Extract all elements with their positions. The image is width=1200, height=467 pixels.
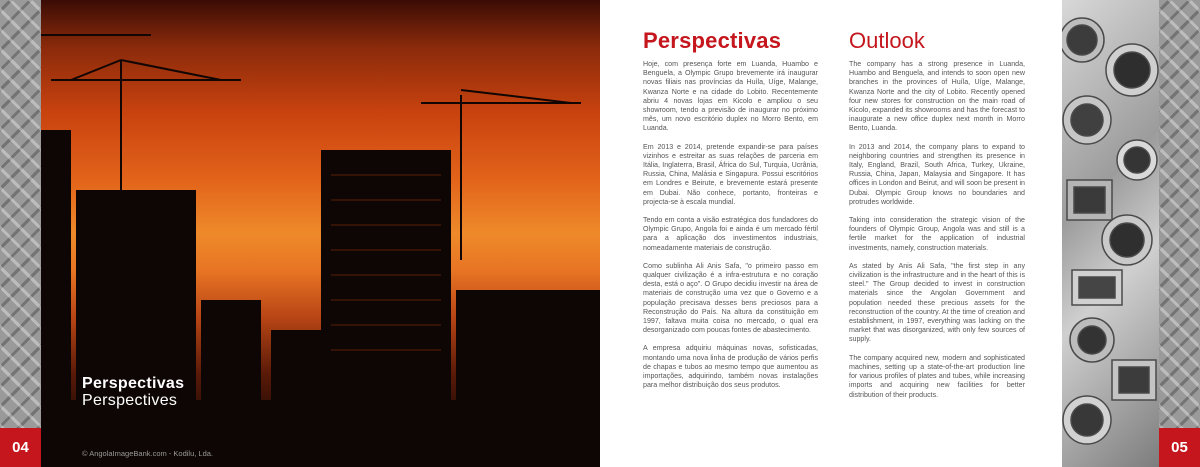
paragraph-en-1: The company has a strong presence in Luanda, Huambo and Benguela, and intends to soon open new branches in the provinces of Huíla, Uíge, Malange, Kwanza Norte and the city of Lobito. Recently opened four new stores for construction on the main road of Kicolo, expanded its showrooms and has the forecast to inaugurate a new office duplex next month in Morro Bento, Luanda.	[849, 60, 1025, 133]
body-text-pt	[643, 60, 818, 400]
page-number-left: 04	[0, 428, 41, 467]
paragraph-en-3: Taking into consideration the strategic vision of the founders of Olympic Group, Angola was and still is a fertile market for the application of industrial investments, namely, construction materials.	[849, 216, 1025, 252]
diamond-plate-strip-right	[1159, 0, 1200, 467]
paragraph-pt-3: Tendo em conta a visão estratégica dos fundadores do Olympic Grupo, Angola foi e ainda é um mercado fértil para a aplicação dos investimentos industriais, nomeadamente materiais de construção.	[643, 216, 818, 252]
paragraph-pt-4: Como sublinha Ali Anis Safa, "o primeiro passo em qualquer civilização é a infra-estrutura e no coração desta, está o aço". O Grupo decidiu investir na área de materiais de construção uma vez que o Governo e a população precisava desses bens preciosos para a Reconstrução do País. Na altura da constituição em 1997, faltava muita coisa no mercado, o qual era desorganizado com poucas fontes de abastecimento.	[643, 261, 818, 335]
paragraph-en-2: In 2013 and 2014, the company plans to expand to neighboring countries and strengthen its presence in Italy, England, Brazil, South Africa, Turkey, Ukraine, Russia, China, Japan, Malaysia and Singapore. It has offices in London and Beirut, and will soon be present in Dubai. Olympic Group knows no boundaries and protrudes worldwide.	[849, 142, 1025, 206]
paragraph-en-5: The company acquired new, modern and sophisticated machines, setting up a state-of-the-art production line for various profiles of plates and tubes, while increasing imports and acquiring new facilities for better distribution of their products.	[849, 353, 1025, 399]
steel-tubes-illustration	[1062, 0, 1159, 467]
paragraph-pt-5: A empresa adquiriu máquinas novas, sofisticadas, montando uma nova linha de produção de vários perfis de chapas e tubos ao mesmo tempo que aumentou as importações, adquirindo, também novas instalações para melhor distribuição dos seus produtos.	[643, 344, 818, 390]
photo-credit: © AngolaImageBank.com - Kodilu, Lda.	[82, 449, 214, 458]
left-title-pt: Perspectivas	[82, 375, 185, 392]
paragraph-pt-1: Hoje, com presença forte em Luanda, Huambo e Benguela, a Olympic Grupo brevemente irá inaugurar novas filiais nas províncias da Huíla, Uíge, Malange, Kwanza Norte e na cidade do Lobito. Recentemente abriu 4 novas lojas em Kicolo e ampliou o seu showroom, tendo a previsão de inaugurar no próximo mês, um novo escritório duplex no Morro Bento, em Luanda.	[643, 60, 818, 133]
heading-pt: Perspectivas	[643, 28, 782, 53]
left-title-en: Perspectives	[82, 392, 178, 409]
heading-en: Outlook	[849, 28, 925, 53]
steel-tubes-photo	[1062, 0, 1159, 467]
paragraph-en-4: As stated by Anis Ali Safa, "the first step in any civilization is the infrastructure and in the heart of this is steel." The Group decided to invest in construction materials since the Angolan Government and population needed these precious assets for the reconstruction of the country. At the time of creation and establishment, in 1997, everything was lacking on the market that was disorganized, with only few sources of supply.	[849, 261, 1025, 344]
right-page	[600, 0, 1200, 467]
page-number-right: 05	[1159, 428, 1200, 467]
diamond-plate-strip-left	[0, 0, 41, 467]
body-text-en	[849, 60, 1025, 409]
paragraph-pt-2: Em 2013 e 2014, pretende expandir-se para países vizinhos e estreitar as suas relações de parceria em Itália, Inglaterra, Brasil, África do Sul, Turquia, Ucrânia, Russia, China, Malásia e Singapura. Possui escritórios em Londres e Beirute, e brevemente estará presente em Dubai. Não conhece, portanto, fronteiras e projecta-se à escala mundial.	[643, 142, 818, 206]
left-title-block	[82, 375, 184, 409]
